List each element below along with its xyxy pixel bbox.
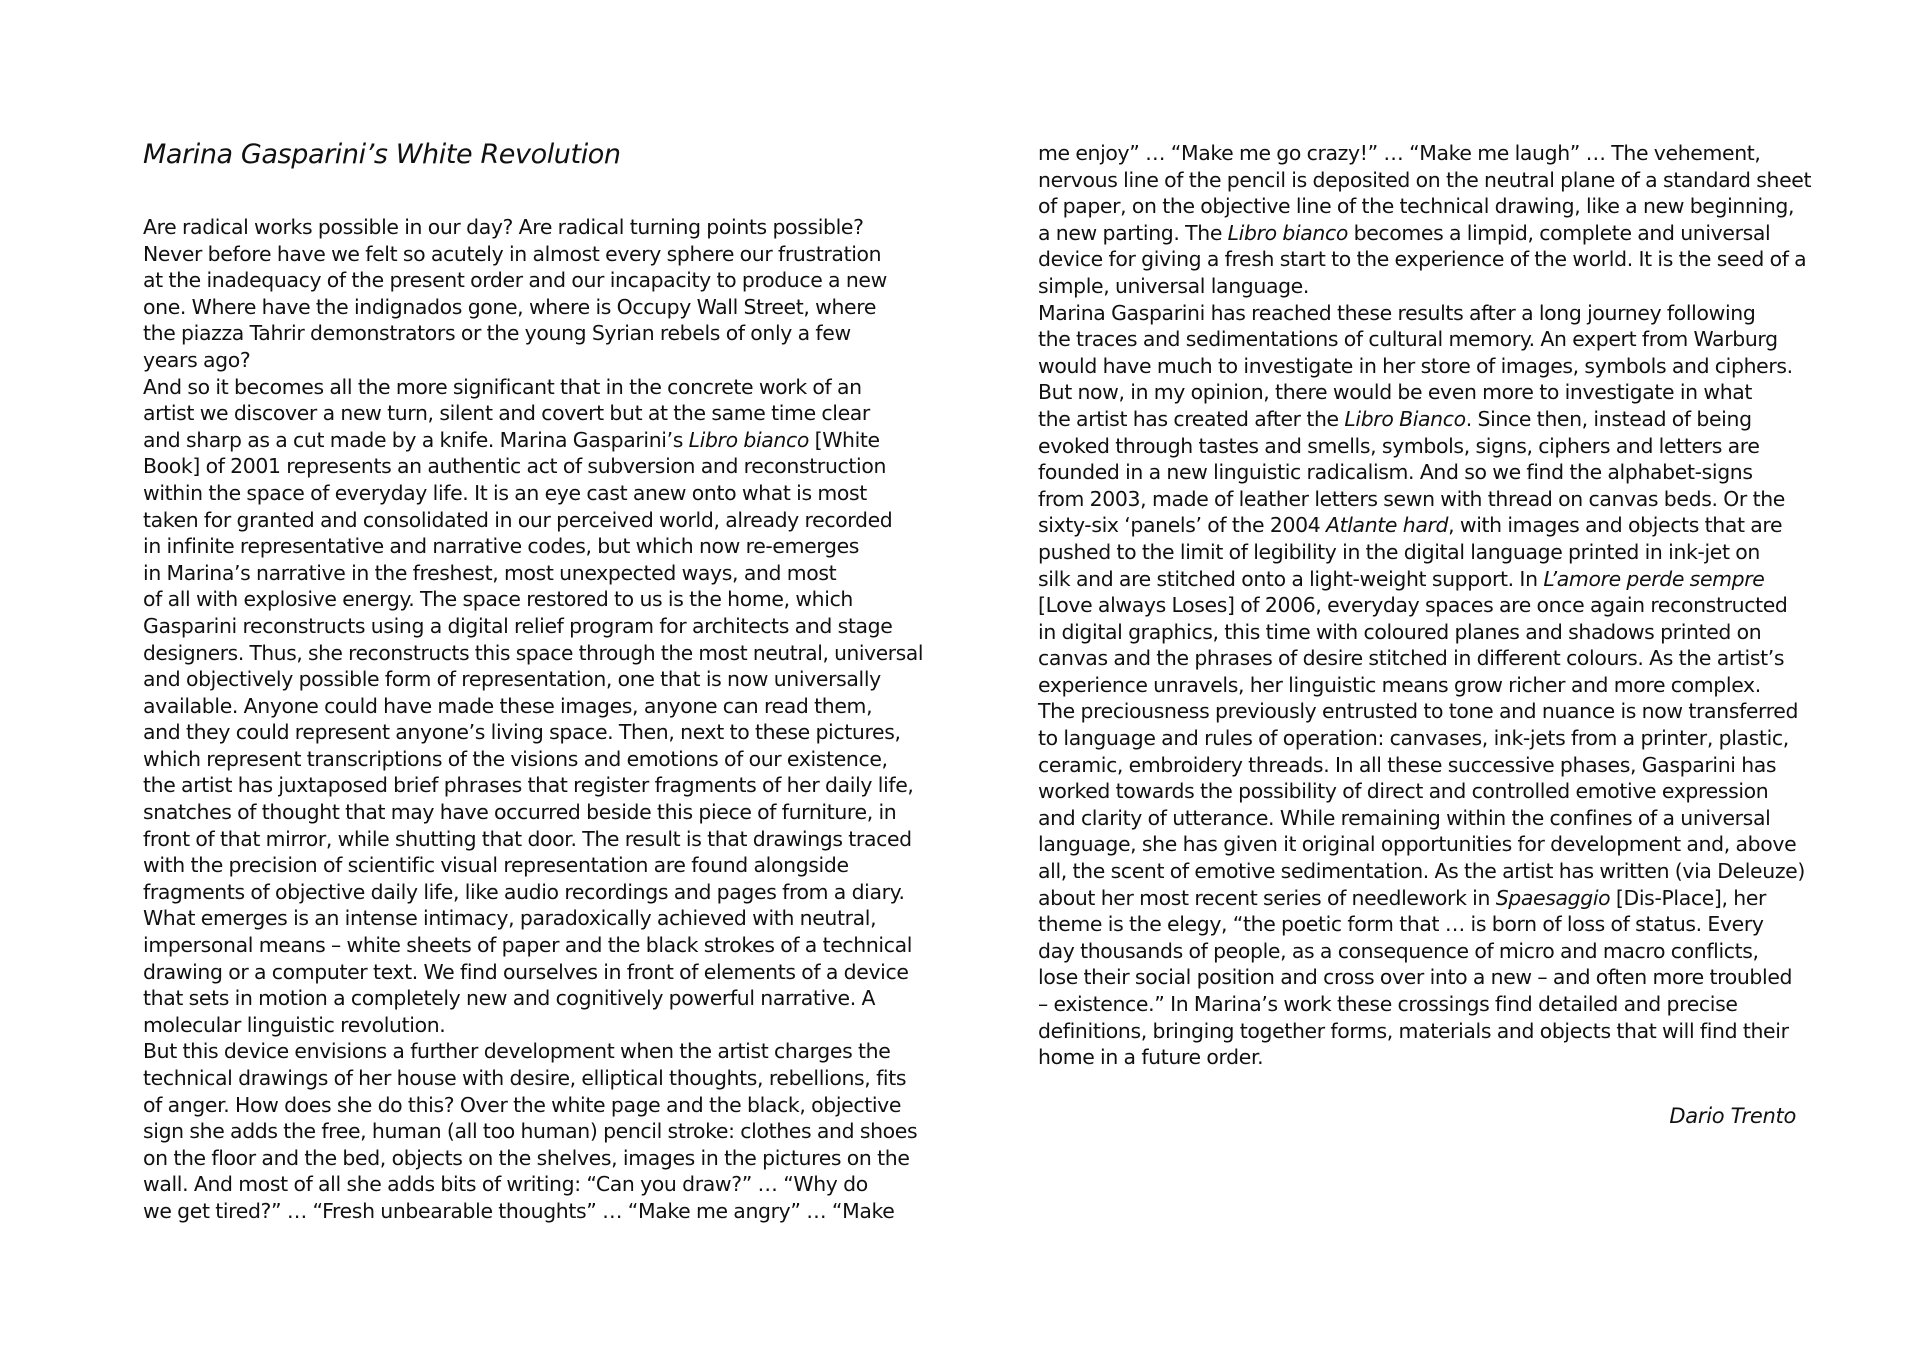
italic-title-text: Atlante hard [1326,513,1449,538]
text-line [1038,752,1818,779]
text-run: – existence.” In Marina’s work these crossings find detailed and precise [1038,992,1738,1016]
text-line [1038,193,1818,220]
text-line [143,374,923,401]
text-run: to language and rules of operation: canvases, ink-jets from a printer, plastic, [1038,726,1789,751]
text-run: years ago? [143,347,251,372]
text-run: the traces and sedimentations of cultural memory. An expert from Warburg [1038,327,1778,352]
text-line [143,666,923,693]
text-line [1038,592,1818,619]
text-run: worked towards the possibility of direct and controlled emotive expression [1038,779,1769,804]
text-run: impersonal means – white sheets of paper and the black strokes of a technical [143,933,913,958]
author-signature: Dario Trento [1669,1104,1796,1128]
text-run: designers. Thus, she reconstructs this space through the most neutral, universal [143,640,924,665]
text-run: the artist has juxtaposed brief phrases that register fragments of her daily life, [143,773,914,798]
text-line [143,799,923,826]
italic-title-text: Libro bianco [1227,220,1348,245]
text-line [1038,539,1818,566]
text-run: [Love always Loses] of 2006, everyday spaces are once again reconstructed [1038,593,1788,618]
text-run: silk and are stitched onto a light-weight support. In [1038,566,1544,591]
text-line [143,586,923,613]
text-line [1038,805,1818,832]
text-line [143,560,923,587]
text-run: sixty-six ‘panels’ of the 2004 [1038,513,1326,538]
text-run: snatches of thought that may have occurred beside this piece of furniture, in [143,800,897,825]
text-line [143,533,923,560]
text-line [1038,326,1818,353]
text-run: theme is the elegy, “the poetic form that … is born of loss of status. Every [1038,912,1764,937]
text-run: Book] of 2001 represents an authentic act of subversion and reconstruction [143,454,887,479]
text-run: . Since then, instead of being [1465,406,1752,431]
text-run: the artist has created after the [1038,406,1345,431]
text-run: Never before have we felt so acutely in almost every sphere our frustration [143,241,882,266]
text-run: of paper, on the objective line of the technical drawing, like a new beginning, [1038,194,1795,219]
text-line [143,320,923,347]
text-run: in infinite representative and narrative codes, but which now re-emerges [143,534,860,559]
text-line [1038,140,1818,167]
text-run: and clarity of utterance. While remaining within the confines of a universal [1038,805,1771,830]
right-text-column [1038,140,1818,1071]
text-line [1038,486,1818,513]
italic-title-text: Spaesaggio [1495,885,1611,910]
text-line [1038,619,1818,646]
text-run: becomes a limpid, complete and universal [1348,220,1771,245]
text-line [1038,353,1818,380]
text-run: lose their social position and cross over into a new – and often more troubled [1038,965,1793,990]
italic-title-text: L’amore perde sempre [1543,566,1765,591]
text-line [1038,246,1818,273]
text-line [143,985,923,1012]
text-line [143,267,923,294]
text-run: front of that mirror, while shutting that door. The result is that drawings traced [143,826,912,851]
text-line [1038,885,1818,912]
text-run: simple, universal language. [1038,273,1310,298]
text-line [1038,512,1818,539]
text-line [143,746,923,773]
text-run: home in a future order. [1038,1045,1264,1070]
text-line [1038,1018,1818,1045]
text-run: at the inadequacy of the present order and our incapacity to produce a new [143,268,887,293]
text-run: wall. And most of all she adds bits of writing: “Can you draw?” … “Why do [143,1172,868,1197]
text-line [143,772,923,799]
text-line [143,852,923,879]
text-line [143,400,923,427]
text-run: molecular linguistic revolution. [143,1012,446,1037]
text-line [143,1145,923,1172]
text-line [143,879,923,906]
text-run: But now, in my opinion, there would be even more to investigate in what [1038,380,1753,405]
text-run: with the precision of scientific visual representation are found alongside [143,853,849,878]
text-line [1038,725,1818,752]
text-run: pushed to the limit of legibility in the digital language printed in ink-jet on [1038,539,1760,564]
text-run: and sharp as a cut made by a knife. Marina Gasparini’s [143,427,689,452]
text-run: Gasparini reconstructs using a digital relief program for architects and stage [143,613,893,638]
text-run: ceramic, embroidery threads. In all these successive phases, Gasparini has [1038,752,1777,777]
text-line [1038,991,1818,1018]
text-run: What emerges is an intense intimacy, paradoxically achieved with neutral, [143,906,877,931]
text-line [143,959,923,986]
text-run: within the space of everyday life. It is an eye cast anew onto what is most [143,480,867,505]
text-run: taken for granted and consolidated in our perceived world, already recorded [143,507,893,532]
text-run: we get tired?” … “Fresh unbearable thoughts” … “Make me angry” … “Make [143,1198,895,1223]
text-line [1038,964,1818,991]
text-run: that sets in motion a completely new and cognitively powerful narrative. A [143,986,876,1011]
text-line [1038,1044,1818,1071]
text-line [143,214,923,241]
text-run: the piazza Tahrir demonstrators or the young Syrian rebels of only a few [143,321,851,346]
text-run: day thousands of people, as a consequence of micro and macro conflicts, [1038,938,1759,963]
text-line [1038,778,1818,805]
text-run: about her most recent series of needlework in [1038,885,1496,910]
text-line [143,613,923,640]
text-run: a new parting. The [1038,220,1228,245]
text-run: evoked through tastes and smells, symbols, signs, ciphers and letters are [1038,433,1760,458]
text-line [143,480,923,507]
italic-title-text: Libro bianco [688,427,809,452]
text-run: founded in a new linguistic radicalism. And so we find the alphabet-signs [1038,460,1753,485]
text-run: drawing or a computer text. We find ourselves in front of elements of a device [143,959,909,984]
text-line [143,1171,923,1198]
text-line [143,1065,923,1092]
text-run: of all with explosive energy. The space restored to us is the home, which [143,587,854,612]
text-line [143,294,923,321]
text-line [143,453,923,480]
text-line [1038,379,1818,406]
text-line [1038,938,1818,965]
text-line [1038,858,1818,885]
text-line [143,826,923,853]
text-run: Marina Gasparini has reached these results after a long journey following [1038,300,1756,325]
text-line [143,347,923,374]
text-line [143,241,923,268]
text-run: from 2003, made of leather letters sewn with thread on canvas beds. Or the [1038,486,1786,511]
text-line [1038,645,1818,672]
text-run: technical drawings of her house with desire, elliptical thoughts, rebellions, fits [143,1066,907,1090]
text-run: And so it becomes all the more significant that in the concrete work of an [143,374,862,399]
text-run: all, the scent of emotive sedimentation. As the artist has written (via Deleuze) [1038,859,1805,884]
text-line [143,719,923,746]
text-run: [Dis-Place], her [1610,885,1767,910]
text-run: [White [808,427,880,452]
text-line [143,693,923,720]
text-run: language, she has given it original opportunities for development and, above [1038,832,1797,857]
text-line [1038,167,1818,194]
text-run: canvas and the phrases of desire stitched in different colours. As the artist’s [1038,646,1785,671]
article-title: Marina Gasparini’s White Revolution [143,139,621,170]
text-run: which represent transcriptions of the visions and emotions of our existence, [143,746,888,771]
text-run: definitions, bringing together forms, materials and objects that will find their [1038,1018,1789,1043]
text-line [143,905,923,932]
text-line [143,1038,923,1065]
text-line [143,1118,923,1145]
text-line [1038,220,1818,247]
text-line [1038,831,1818,858]
text-line [1038,672,1818,699]
text-run: and objectively possible form of representation, one that is now universally [143,667,881,692]
text-line [1038,911,1818,938]
text-line [143,640,924,667]
text-run: in digital graphics, this time with coloured planes and shadows printed on [1038,619,1762,644]
text-line [143,932,923,959]
text-line [1038,300,1818,327]
text-run: me enjoy” … “Make me go crazy!” … “Make me laugh” … The vehement, [1038,141,1761,165]
text-run: fragments of objective daily life, like audio recordings and pages from a diary. [143,879,905,904]
text-line [1038,566,1818,593]
text-run: of anger. How does she do this? Over the white page and the black, objective [143,1092,902,1117]
text-line [143,427,923,454]
text-run: artist we discover a new turn, silent and covert but at the same time clear [143,401,870,426]
text-run: and they could represent anyone’s living space. Then, next to these pictures, [143,720,901,745]
text-run: one. Where have the indignados gone, where is Occupy Wall Street, where [143,294,877,319]
text-run: sign she adds the free, human (all too human) pencil stroke: clothes and shoes [143,1119,918,1144]
text-line [1038,433,1818,460]
text-run: , with images and objects that are [1448,513,1783,538]
text-run: nervous line of the pencil is deposited on the neutral plane of a standard sheet [1038,167,1812,192]
text-line [143,1012,923,1039]
text-run: on the floor and the bed, objects on the shelves, images in the pictures on the [143,1145,910,1170]
left-text-column [143,214,923,1225]
text-run: experience unravels, her linguistic means grow richer and more complex. [1038,672,1761,697]
text-line [1038,273,1818,300]
text-line [143,1198,923,1225]
italic-title-text: Libro Bianco [1344,406,1466,431]
text-run: in Marina’s narrative in the freshest, most unexpected ways, and most [143,560,837,585]
text-run: would have much to investigate in her store of images, symbols and ciphers. [1038,353,1793,378]
text-line [1038,406,1818,433]
text-line [1038,459,1818,486]
text-run: Are radical works possible in our day? Are radical turning points possible? [143,215,864,239]
text-line [143,1092,923,1119]
text-run: device for giving a fresh start to the experience of the world. It is the seed of a [1038,247,1807,272]
text-line [1038,698,1818,725]
text-run: available. Anyone could have made these images, anyone can read them, [143,693,873,718]
text-run: The preciousness previously entrusted to tone and nuance is now transferred [1038,699,1799,724]
text-run: But this device envisions a further development when the artist charges the [143,1039,891,1064]
text-line [143,507,923,534]
